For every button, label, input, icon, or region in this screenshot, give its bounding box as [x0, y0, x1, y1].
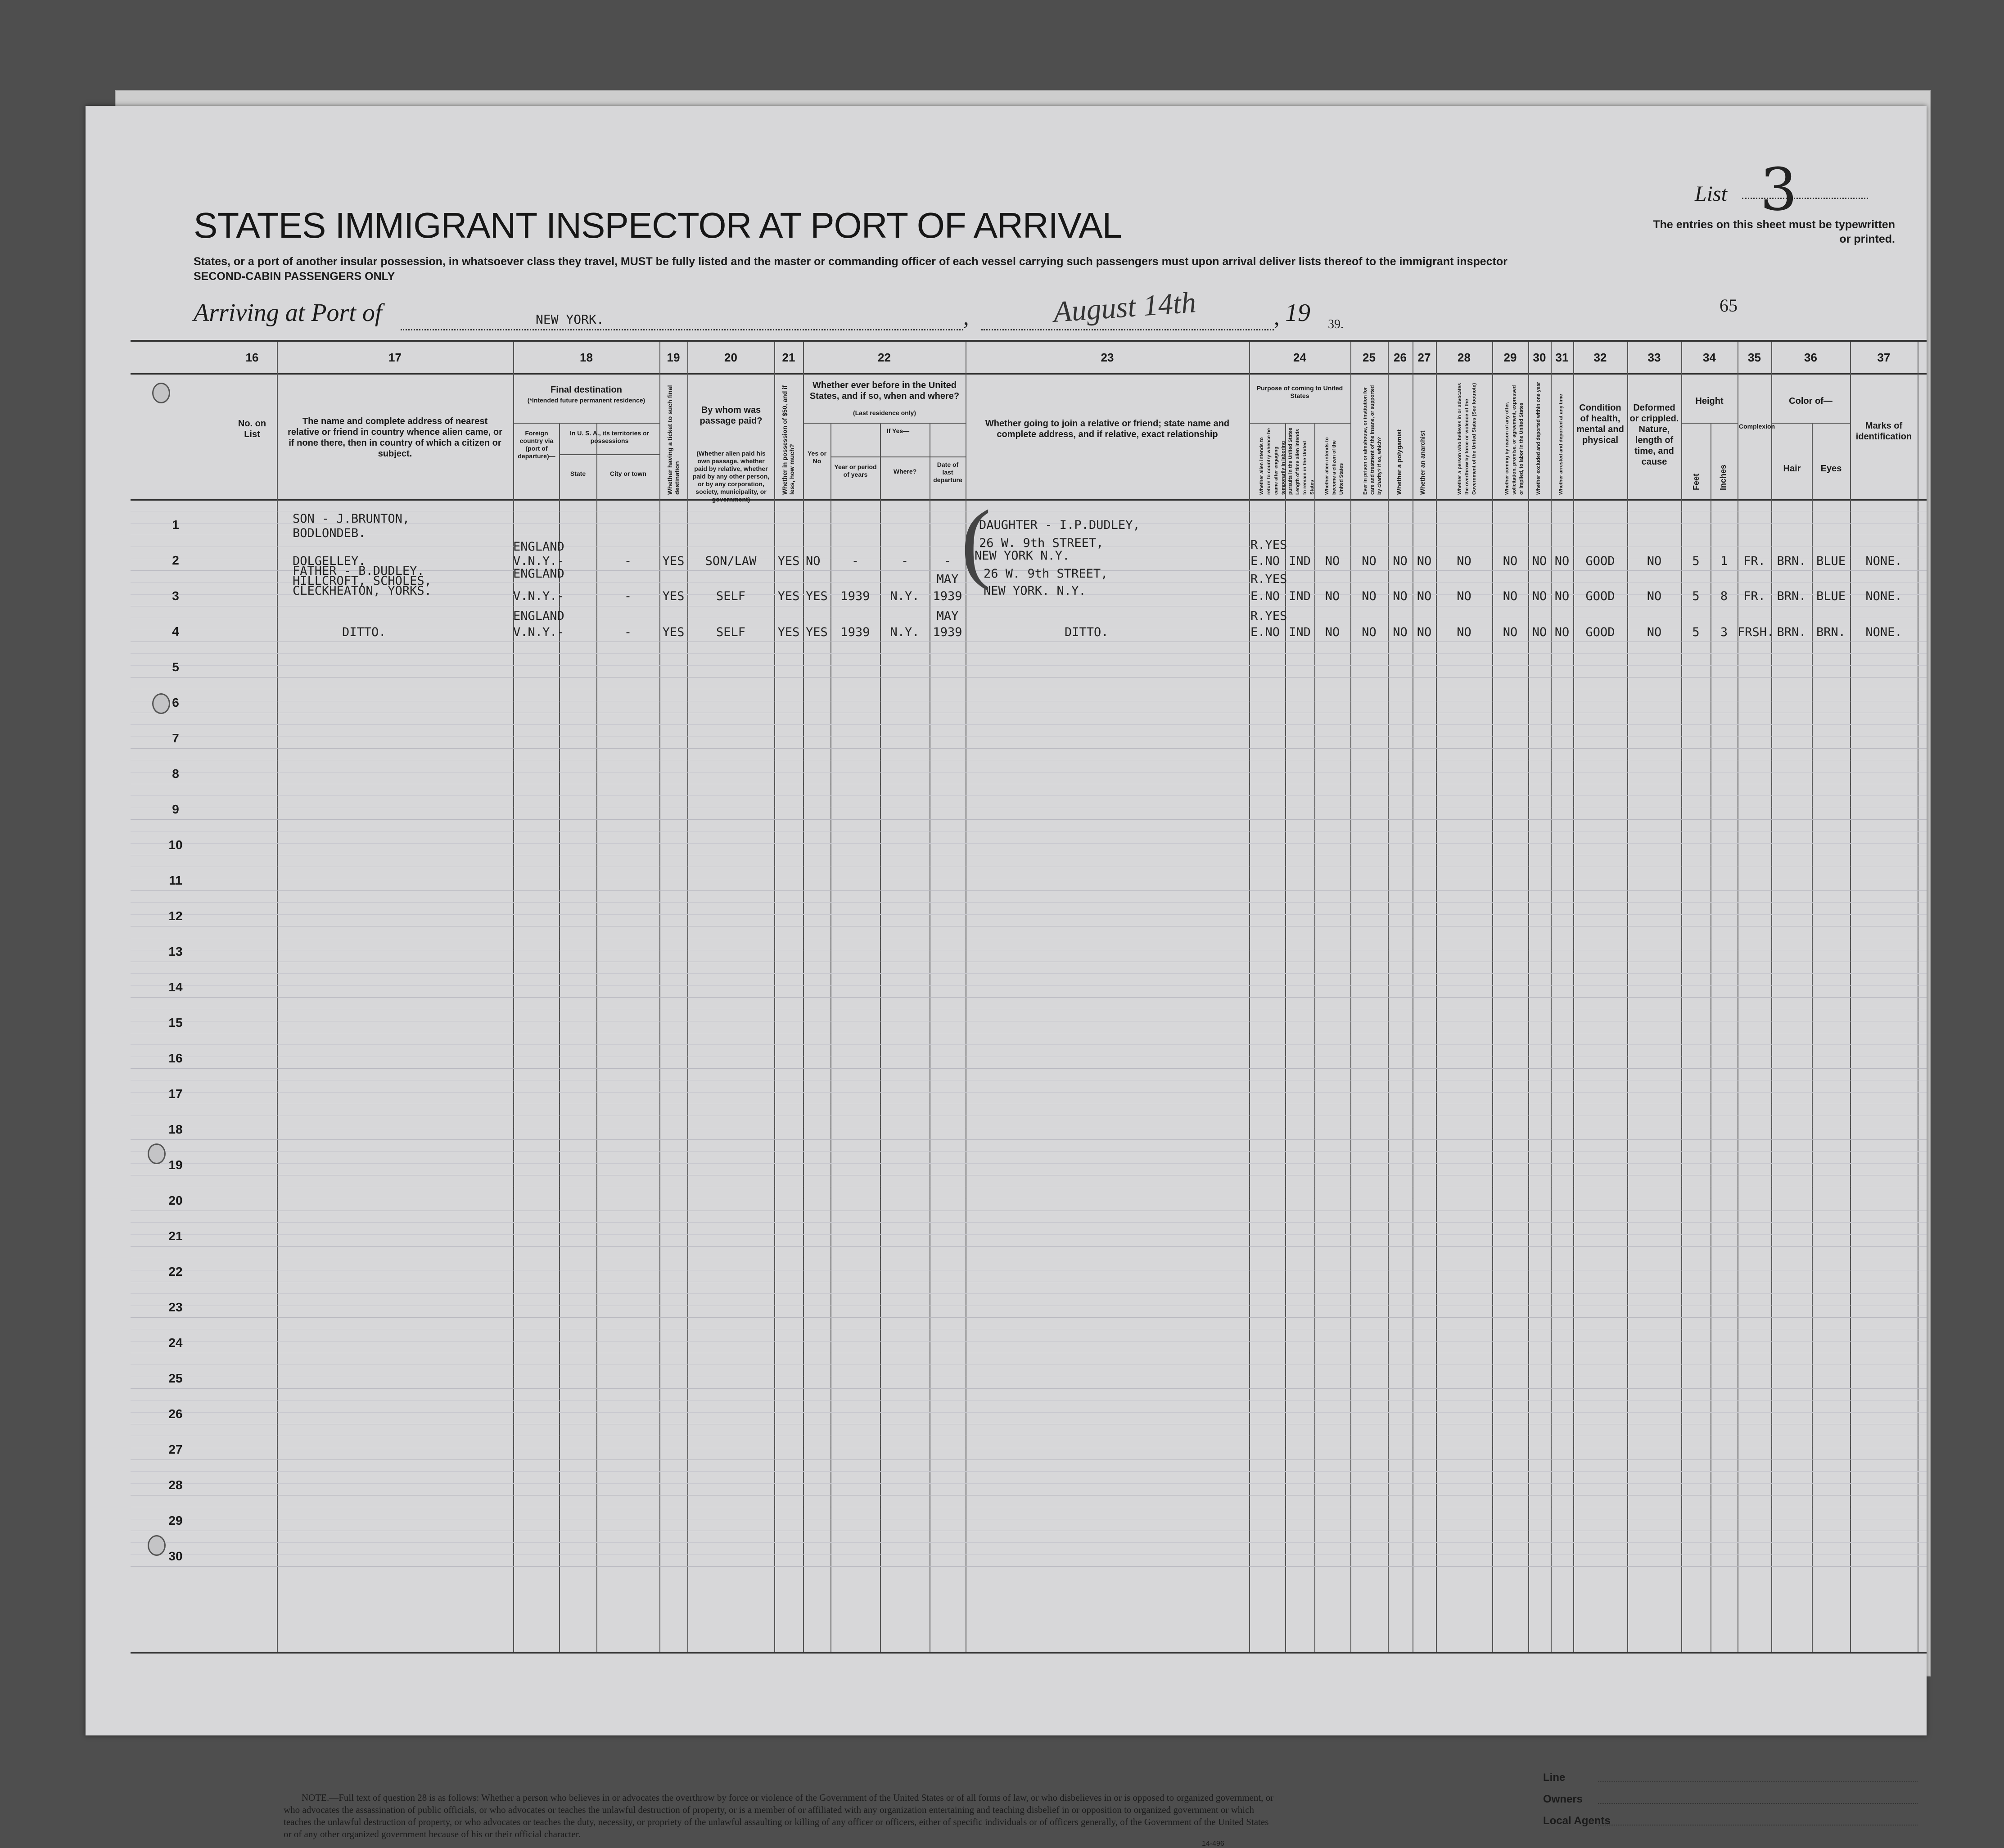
city: -: [624, 589, 632, 603]
header-anarchist: Whether an anarchist: [1419, 430, 1426, 495]
comma: ,: [1274, 304, 1280, 330]
header-in-usa: In U. S. A., its territories or possessions: [569, 429, 650, 444]
row-number: 3: [172, 589, 179, 603]
row-number: 26: [168, 1407, 183, 1421]
header-ever-before: Whether ever before in the United States, and if so, when and where?: [809, 380, 960, 401]
column-number: 32: [1593, 351, 1607, 364]
header-ticket: Whether having a ticket to such final destination: [666, 385, 681, 495]
purpose-engaged: E.NO: [1250, 554, 1280, 568]
header-final-destination-note: (*Intended future permanent residence): [527, 397, 645, 404]
joining-line: NEW YORK. N.Y.: [984, 584, 1086, 598]
paid-by: SON/LAW: [705, 554, 757, 568]
row-subrule: [131, 1412, 1927, 1413]
foreign-country: ENGLAND: [513, 567, 564, 581]
form-number: 14-496: [1202, 1840, 1224, 1848]
column-number: 33: [1647, 351, 1661, 364]
header-passage-note: (Whether alien paid his own passage, whether paid by relative, whether paid by any other person, or by any corporation, society, municipality, or government): [692, 450, 770, 503]
row-subrule: [131, 914, 1927, 915]
column-number: 21: [782, 351, 795, 364]
binding-hole: [148, 1535, 166, 1556]
joining-line: NEW YORK N.Y.: [975, 549, 1070, 563]
height-inches: 1: [1720, 554, 1728, 568]
row-subrule: [131, 1234, 1927, 1235]
header-arrested: Whether arrested and deported at any time: [1558, 394, 1564, 495]
polygamist: NO: [1393, 625, 1408, 639]
row-number: 14: [168, 980, 183, 994]
row-number: 9: [172, 802, 179, 816]
row-rule: [131, 890, 1927, 891]
header-length-stay: Length of time alien intends to remain in the United States: [1295, 429, 1315, 495]
page-title: STATES IMMIGRANT INSPECTOR AT PORT OF ARRIVAL: [194, 205, 1122, 245]
column-number: 17: [388, 351, 402, 364]
ticket: YES: [662, 589, 685, 603]
sub-header-line: [559, 454, 659, 455]
col-divider: [659, 342, 660, 1652]
labor-offer: NO: [1503, 625, 1518, 639]
years: -: [851, 554, 859, 568]
manifest-sheet: [86, 106, 1927, 1848]
column-number: 34: [1703, 351, 1716, 364]
arrested: NO: [1554, 625, 1570, 639]
marks: NONE.: [1865, 589, 1902, 603]
row-subrule: [131, 1044, 1927, 1045]
years: 1939: [840, 589, 870, 603]
col-divider: [1551, 342, 1552, 1652]
joining-line: 26 W. 9th STREET,: [984, 567, 1108, 581]
header-foreign-country: Foreign country via (port of departure)—: [518, 429, 555, 460]
row-rule: [131, 997, 1927, 998]
col-divider: [1528, 342, 1529, 1652]
date-line: [981, 329, 1274, 330]
row-subrule: [131, 724, 1927, 725]
row-number: 18: [168, 1122, 183, 1136]
column-number: 22: [878, 351, 891, 364]
column-number: 23: [1101, 351, 1114, 364]
deformed: NO: [1647, 625, 1662, 639]
health: GOOD: [1585, 589, 1615, 603]
header-relative-address: The name and complete address of nearest relative or friend in country whence alien came, or if none there, then in country of which a citizen or subject.: [288, 416, 502, 459]
sub-header-line: [1771, 423, 1850, 424]
relative-line: HILLCROFT, SCHOLES,: [293, 574, 432, 588]
row-number: 11: [169, 873, 182, 887]
footnote: NOTE.—Full text of question 28 is as follows: Whether a person who believes in or advocates the overthrow by force or violence of the Government of the United States or of all forms of law, or who disbelieves in or is opposed to organized government, or who advocates the assassination of public officials, or who advocates or teaches the unlawful destruction of property, or is a member of or affiliated with any organization entertaining and teaching disbelief in or opposition to organized government or which teaches the unlawful destruction of property, or who advocates or teaches the duty, necessity, or propriety of the unlawful assaulting or killing of any officer or officers, either of specific individuals or of officers generally, of the Government of the United States or of any other organized government because of his or their official character.: [284, 1792, 1274, 1839]
length-stay: IND: [1289, 625, 1311, 639]
header-where: Where?: [893, 468, 917, 475]
row-number: 5: [172, 660, 179, 674]
year-suffix: 39.: [1328, 317, 1344, 331]
purpose-engaged: E.NO: [1250, 589, 1280, 603]
header-purpose: Purpose of coming to United States: [1256, 384, 1343, 399]
col-divider: [1812, 423, 1813, 1652]
labor-offer: NO: [1503, 589, 1518, 603]
header-state: State: [570, 470, 586, 477]
list-number: 3: [1760, 155, 1797, 224]
hair: BRN.: [1777, 554, 1806, 568]
row-rule: [131, 1495, 1927, 1496]
purpose-return: R.YES: [1250, 609, 1287, 623]
col-divider: [803, 342, 804, 1652]
relative-line: DITTO.: [342, 625, 386, 639]
labor-offer: NO: [1503, 554, 1518, 568]
departure-month: MAY: [936, 609, 959, 623]
foreign-country: ENGLAND: [513, 609, 564, 623]
state: V.N.Y.-: [513, 589, 564, 603]
col-divider: [559, 423, 560, 1652]
column-number: 26: [1394, 351, 1407, 364]
complexion: FRSH.: [1738, 625, 1774, 639]
header-excluded: Whether excluded and deported within one year: [1536, 382, 1541, 495]
length-stay: IND: [1289, 589, 1311, 603]
header-citizen: Whether alien intends to become a citizen of the United States: [1324, 437, 1344, 495]
header-city: City or town: [610, 470, 646, 477]
has-fifty: YES: [777, 625, 800, 639]
row-rule: [131, 1317, 1927, 1318]
row-subrule: [131, 1400, 1927, 1401]
col-divider: [1850, 342, 1851, 1652]
header-fifty-dollars: Whether in possession of $50, and if less, how much?: [781, 385, 795, 495]
row-subrule: [131, 902, 1927, 903]
column-number: 36: [1804, 351, 1817, 364]
col-divider: [880, 423, 881, 1652]
owners-signature-line: [1598, 1803, 1918, 1804]
header-year: Year or period of years: [834, 463, 877, 478]
col-divider: [513, 342, 514, 1652]
column-number: 25: [1363, 351, 1376, 364]
col-divider: [1681, 342, 1682, 1652]
row-number: 15: [168, 1016, 183, 1030]
row-number: 23: [168, 1300, 183, 1314]
col-divider: [687, 342, 688, 1652]
city: -: [624, 625, 632, 639]
row-subrule: [131, 1341, 1927, 1342]
health: GOOD: [1585, 625, 1615, 639]
anarchist: NO: [1417, 625, 1432, 639]
header-ever-before-note: (Last residence only): [853, 409, 916, 416]
col-divider: [1573, 342, 1574, 1652]
header-departure: Date of last departure: [933, 461, 962, 483]
joining-line: DAUGHTER - I.P.DUDLEY,: [979, 518, 1140, 532]
row-number: 29: [168, 1514, 183, 1527]
row-subrule: [131, 795, 1927, 796]
height-feet: 5: [1692, 554, 1700, 568]
row-subrule: [131, 973, 1927, 974]
arrested: NO: [1554, 589, 1570, 603]
header-if-yes: If Yes—: [886, 427, 910, 434]
column-number: 20: [724, 351, 737, 364]
sub-header-line: [1681, 423, 1738, 424]
departure: 1939: [933, 625, 962, 639]
purpose-return: R.YES: [1250, 572, 1287, 586]
row-rule: [131, 748, 1927, 749]
row-number: 30: [168, 1549, 183, 1563]
row-number: 16: [168, 1051, 183, 1065]
header-color-of: Color of—: [1789, 396, 1832, 406]
marks: NONE.: [1865, 625, 1902, 639]
col-divider: [830, 423, 831, 1652]
overthrow: NO: [1457, 589, 1471, 603]
anarchist: NO: [1417, 554, 1432, 568]
row-subrule: [131, 665, 1927, 666]
length-stay: IND: [1289, 554, 1311, 568]
row-number: 1: [172, 518, 179, 532]
col-divider: [596, 423, 597, 1652]
relative-line: CLECKHEATON, YORKS.: [293, 584, 432, 598]
row-subrule: [131, 1222, 1927, 1223]
purpose-return: R.YES: [1250, 538, 1287, 552]
prison: NO: [1362, 554, 1377, 568]
row-subrule: [131, 985, 1927, 986]
row-number: 22: [168, 1265, 183, 1279]
where: -: [901, 554, 909, 568]
row-number: 24: [168, 1336, 183, 1350]
health: GOOD: [1585, 554, 1615, 568]
col-divider: [1771, 342, 1772, 1652]
sub-header-line: [1249, 423, 1350, 424]
state: V.N.Y.-: [513, 554, 564, 568]
header-hair: Hair: [1783, 464, 1801, 474]
departure-month: MAY: [936, 572, 959, 586]
excluded: NO: [1532, 589, 1547, 603]
excluded: NO: [1532, 625, 1547, 639]
hair: BRN.: [1777, 625, 1806, 639]
row-number: 4: [172, 624, 179, 638]
line-label: Line: [1543, 1771, 1566, 1784]
row-number: 25: [168, 1371, 183, 1385]
column-number: 29: [1503, 351, 1517, 364]
row-rule: [131, 677, 1927, 678]
column-number: 24: [1293, 351, 1306, 364]
header-feet: Feet: [1692, 473, 1701, 490]
port-value: NEW YORK.: [536, 312, 604, 327]
row-number: 27: [168, 1442, 183, 1456]
row-rule: [131, 1388, 1927, 1389]
paid-by: SELF: [716, 625, 746, 639]
joining-line: 26 W. 9th STREET,: [979, 536, 1104, 550]
height-feet: 5: [1692, 589, 1700, 603]
row-rule: [131, 1139, 1927, 1140]
column-number: 37: [1877, 351, 1891, 364]
bracket-mark: (: [961, 492, 991, 592]
polygamist: NO: [1393, 554, 1408, 568]
header-passage-paid: By whom was passage paid?: [700, 405, 763, 426]
relative-line: DOLGELLEY.: [293, 554, 366, 568]
header-final-destination: Final destination: [551, 385, 622, 395]
anarchist: NO: [1417, 589, 1432, 603]
row-subrule: [131, 1151, 1927, 1152]
has-fifty: YES: [777, 589, 800, 603]
header-health: Condition of health, mental and physical: [1576, 403, 1624, 445]
marks: NONE.: [1865, 554, 1902, 568]
colnum-divider: [131, 373, 1927, 375]
col-divider: [774, 342, 775, 1652]
instructions: [194, 254, 1679, 284]
header-inches: Inches: [1719, 464, 1728, 490]
col-divider: [1627, 342, 1628, 1652]
state: V.N.Y.-: [513, 625, 564, 639]
row-subrule: [131, 653, 1927, 654]
row-rule: [131, 1566, 1927, 1567]
col-divider: [1388, 342, 1389, 1652]
row-subrule: [131, 736, 1927, 737]
header-complexion: Complexion: [1739, 423, 1775, 430]
prison: NO: [1362, 589, 1377, 603]
row-number: 10: [168, 838, 183, 852]
citizen: NO: [1325, 554, 1340, 568]
row-number: 7: [172, 731, 179, 745]
col-divider: [1249, 342, 1250, 1652]
row-subrule: [131, 772, 1927, 773]
column-number: 31: [1555, 351, 1569, 364]
overthrow: NO: [1457, 554, 1471, 568]
comma: ,: [963, 304, 969, 330]
paid-by: SELF: [716, 589, 746, 603]
arriving-label: Arriving at Port of: [194, 299, 382, 327]
deformed: NO: [1647, 589, 1662, 603]
citizen: NO: [1325, 589, 1340, 603]
row-subrule: [131, 1163, 1927, 1164]
col-divider: [1436, 342, 1437, 1652]
prison: NO: [1362, 625, 1377, 639]
where: N.Y.: [890, 625, 920, 639]
col-divider: [277, 342, 278, 1652]
eyes: BRN.: [1816, 625, 1846, 639]
agents-label: Local Agents: [1543, 1815, 1611, 1827]
row-subrule: [131, 1293, 1927, 1294]
years: 1939: [840, 625, 870, 639]
header-labor-offer: Whether coming by reason of any offer, solicitation, promise, or agreement, expressed or implied, to labor in the United States: [1504, 385, 1524, 495]
binding-hole: [152, 383, 170, 403]
row-subrule: [131, 1471, 1927, 1472]
arrival-date: August 14th: [1052, 286, 1197, 329]
relative-line: BODLONDEB.: [293, 526, 366, 540]
header-yes-no: Yes or No: [807, 450, 827, 465]
row-rule: [131, 1459, 1927, 1460]
row-subrule: [131, 1092, 1927, 1093]
row-number: 28: [168, 1478, 183, 1492]
polygamist: NO: [1393, 589, 1408, 603]
departure: -: [943, 554, 952, 568]
header-overthrow: Whether a person who believes in or advocates the overthrow by force or violence of the Government of the United States (See footnote): [1457, 383, 1477, 495]
column-number: 16: [245, 351, 259, 364]
manifest-grid: [131, 340, 1927, 1654]
relative-line: FATHER - B.DUDLEY.: [293, 564, 424, 578]
hair: BRN.: [1777, 589, 1806, 603]
entries-note: The entries on this sheet must be typewritten or printed.: [1653, 218, 1895, 245]
eyes: BLUE: [1816, 589, 1846, 603]
sheet-number: 65: [1720, 295, 1738, 316]
ever-before: NO: [806, 554, 821, 568]
departure: 1939: [933, 589, 962, 603]
cabin-class: SECOND-CABIN PASSENGERS ONLY: [194, 270, 395, 283]
header-polygamist: Whether a polygamist: [1395, 429, 1403, 495]
column-number: 19: [667, 351, 680, 364]
binding-hole: [152, 693, 170, 714]
header-no-on-list: No. on List: [238, 419, 266, 439]
deformed: NO: [1647, 554, 1662, 568]
line-signature-line: [1598, 1781, 1918, 1782]
row-subrule: [131, 843, 1927, 844]
relative-line: SON - J.BRUNTON,: [293, 512, 410, 526]
port-line: [401, 329, 963, 330]
header-deformed: Deformed or crippled. Nature, length of time, and cause: [1629, 403, 1679, 467]
row-number: 12: [168, 909, 183, 923]
row-number: 6: [172, 696, 179, 709]
sub-header-line: [830, 456, 966, 457]
ever-before: YES: [806, 589, 828, 603]
ticket: YES: [662, 554, 685, 568]
col-divider: [1492, 342, 1493, 1652]
row-number: 13: [168, 944, 183, 958]
header-prison: Ever in prison or almshouse, or institution for care and treatment of the insane, or supported by charity? If so, which?: [1363, 385, 1382, 495]
height-feet: 5: [1692, 625, 1700, 639]
row-number: 17: [168, 1087, 183, 1101]
joining-line: DITTO.: [1065, 625, 1109, 639]
column-number: 30: [1533, 351, 1546, 364]
binding-hole: [148, 1143, 166, 1164]
row-number: 20: [168, 1193, 183, 1207]
row-number: 2: [172, 553, 179, 567]
citizen: NO: [1325, 625, 1340, 639]
ever-before: YES: [806, 625, 828, 639]
row-number: 8: [172, 767, 179, 781]
col-divider: [1285, 423, 1286, 1652]
sub-header-line: [803, 423, 966, 424]
row-subrule: [131, 1554, 1927, 1555]
year-label: 19: [1285, 299, 1310, 327]
owners-label: Owners: [1543, 1793, 1583, 1805]
column-number: 27: [1417, 351, 1431, 364]
has-fifty: YES: [777, 554, 800, 568]
where: N.Y.: [890, 589, 920, 603]
list-label: List: [1695, 182, 1728, 206]
complexion: FR.: [1743, 554, 1765, 568]
col-divider: [1314, 423, 1315, 1652]
col-divider: [1350, 342, 1351, 1652]
row-rule: [131, 1068, 1927, 1069]
header-divider: [131, 499, 1927, 501]
row-subrule: [131, 1542, 1927, 1543]
ticket: YES: [662, 625, 685, 639]
sub-header-line: [513, 423, 659, 424]
instructions-text: States, or a port of another insular possession, in whatsoever class they travel, MUST be fully listed and the master or commanding officer of each vessel carrying such passengers must upon arrival deliver lists thereof to the immigrant inspector: [194, 255, 1508, 268]
column-number: 28: [1458, 351, 1471, 364]
excluded: NO: [1532, 554, 1547, 568]
overthrow: NO: [1457, 625, 1471, 639]
eyes: BLUE: [1816, 554, 1846, 568]
row-subrule: [131, 1483, 1927, 1484]
complexion: FR.: [1743, 589, 1765, 603]
arrested: NO: [1554, 554, 1570, 568]
purpose-engaged: E.NO: [1250, 625, 1280, 639]
column-number: 18: [580, 351, 593, 364]
height-inches: 3: [1720, 625, 1728, 639]
header-marks: Marks of identification: [1855, 421, 1912, 442]
header-joining: Whether going to join a relative or friend; state name and complete address, and if relative, exact relationship: [985, 419, 1230, 439]
header-eyes: Eyes: [1820, 464, 1842, 474]
row-number: 21: [168, 1229, 183, 1243]
foreign-country: ENGLAND: [513, 540, 564, 554]
column-number: 35: [1748, 351, 1761, 364]
row-rule: [131, 1246, 1927, 1247]
header-height: Height: [1695, 396, 1724, 406]
header-purpose-return: Whether alien intends to return to country whence he came after engaging temporarily in laboring pursuits in the United States: [1259, 427, 1293, 495]
row-rule: [131, 819, 1927, 820]
row-number: 19: [168, 1158, 183, 1172]
height-inches: 8: [1720, 589, 1728, 603]
city: -: [624, 554, 632, 568]
